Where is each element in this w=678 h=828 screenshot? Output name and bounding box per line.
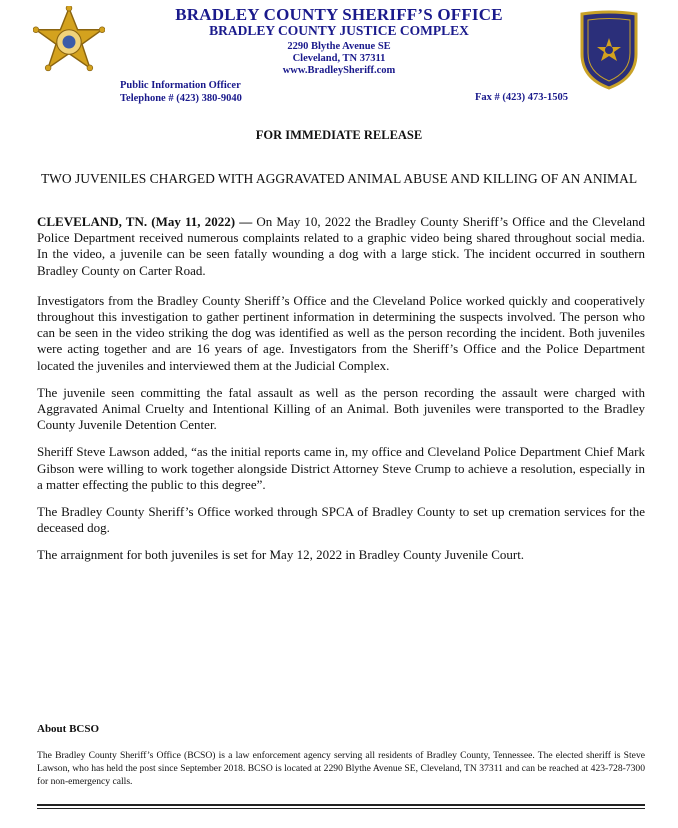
press-release-body — [37, 214, 645, 575]
paragraph-1-text: On May 10, 2022 the Bradley County Sheriff’s Office and the Cleveland Police Department received numerous complaints related to a graphic video being shared throughout social media. In the video, a juvenile can be seen fatally wounding a dog with a large stick. The incident occurred in southern Bradley County on Carter Road. — [37, 214, 645, 278]
release-label: FOR IMMEDIATE RELEASE — [255, 128, 423, 142]
paragraph-5: The Bradley County Sheriff’s Office worked through SPCA of Bradley County to set up cremation services for the deceased dog. — [37, 504, 645, 536]
about-heading: About BCSO — [37, 723, 100, 735]
paragraph-1 — [37, 214, 645, 279]
letterhead — [0, 0, 678, 110]
paragraph-6: The arraignment for both juveniles is set for May 12, 2022 in Bradley County Juvenile Court. — [37, 547, 525, 563]
dateline: CLEVELAND, TN. (May 11, 2022) — — [37, 214, 253, 229]
pio-telephone: Telephone # (423) 380-9040 — [120, 93, 242, 104]
paragraph-4: Sheriff Steve Lawson added, “as the initial reports came in, my office and Cleveland Police Department Chief Mark Gibson were willing to work together alongside District Attorney Steve Crump to achieve a resolution, especially in a matter effecting the public to this degree”. — [37, 444, 645, 492]
footer-rule-thick — [37, 804, 645, 806]
paragraph-3: The juvenile seen committing the fatal assault as well as the person recording the assault were charged with Aggravated Animal Cruelty and Intentional Killing of an Animal. Both juveniles were transported to the Bradley County Juvenile Detention Center. — [37, 384, 645, 433]
office-name: BRADLEY COUNTY SHERIFF’S OFFICE — [175, 5, 503, 24]
pio-title: Public Information Officer — [120, 80, 241, 91]
about-section — [37, 723, 645, 788]
fax-number: Fax # (423) 473-1505 — [474, 92, 568, 103]
press-release-headline: TWO JUVENILES CHARGED WITH AGGRAVATED ANIMAL ABUSE AND KILLING OF AN ANIMAL — [40, 171, 638, 186]
sheriff-shield-patch-icon — [576, 10, 642, 90]
city-address: Cleveland, TN 37311 — [292, 53, 386, 64]
pio-contact — [120, 79, 242, 105]
paragraph-2: Investigators from the Bradley County Sheriff’s Office and the Cleveland Police worked quickly and cooperatively throughout this investigation to gather pertinent information in determining the suspects involved. The person who can be seen in the video striking the dog was identified as well as the person recording the incident. Both juveniles were acting together and are 16 years of age. Investigators from the Sheriff’s Office and the Police Department located the juveniles and interviewed them at the Judicial Complex. — [37, 292, 645, 373]
complex-name: BRADLEY COUNTY JUSTICE COMPLEX — [209, 23, 469, 38]
about-text: The Bradley County Sheriff’s Office (BCSO) is a law enforcement agency serving all residents of Bradley County, Tennessee. The elected sheriff is Steve Lawson, who has held the post since September 2018. BCSO is located at 2290 Blythe Avenue SE, Cleveland, TN 37311 and can be reached at 423-728-7300 for non-emergency calls. — [37, 750, 645, 787]
street-address: 2290 Blythe Avenue SE — [287, 41, 391, 52]
footer-rule-thin — [37, 808, 645, 809]
website-link[interactable]: www.BradleySheriff.com — [282, 65, 396, 76]
